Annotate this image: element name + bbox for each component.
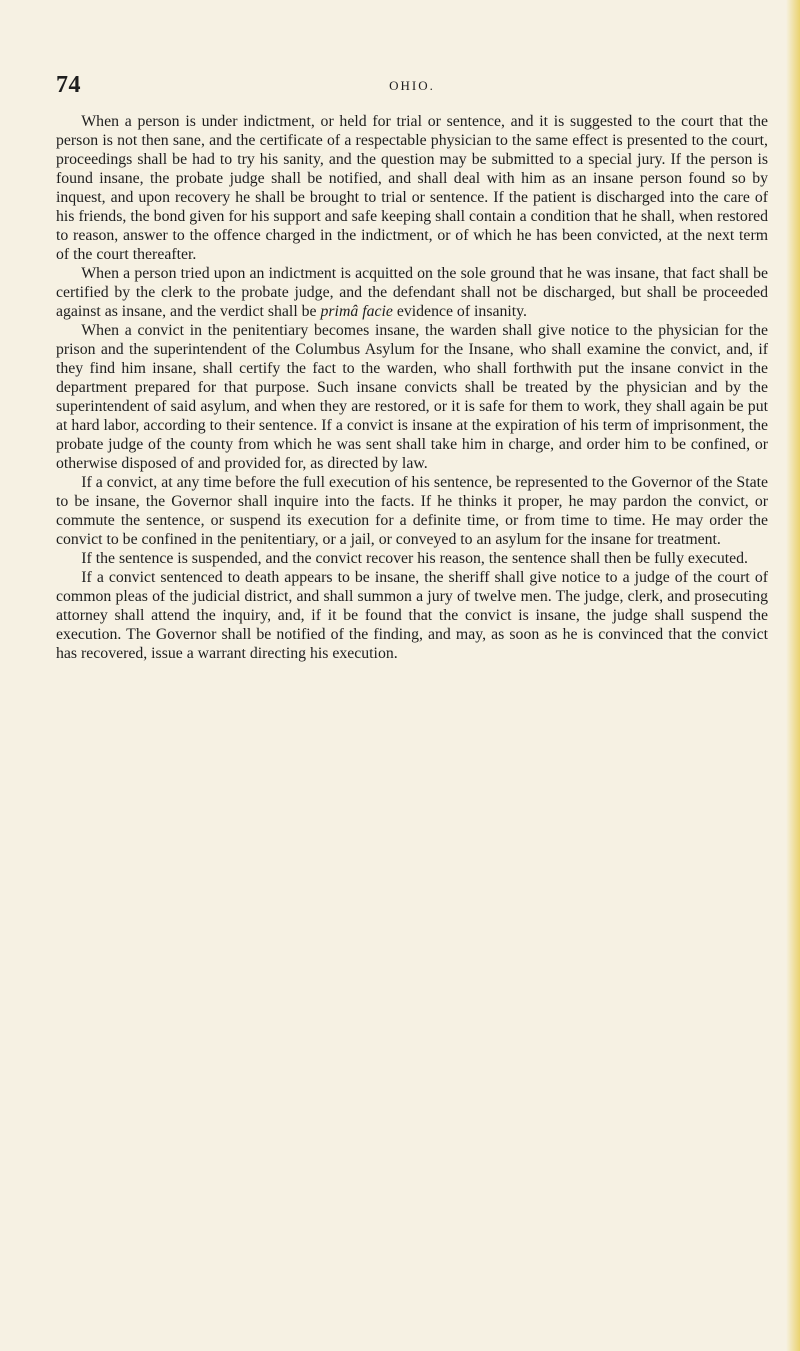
paragraph-governor-inquiry: If a convict, at any time before the full execution of his sentence, be represented to the Governor of the State to be insane, the Governor shall inquire into the facts. If he thinks it proper, he may pardon the convict, or commute the sentence, or suspend its execution for a definite time, or from time to time. He may order the convict to be confined in the penitentiary, or a jail, or conveyed to an asylum for the insane for treatment. [56,474,768,548]
paragraph-acquittal-insanity [56,264,768,321]
paragraph-sentence-suspended: If the sentence is suspended, and the convict recover his reason, the sentence shall then be fully executed. [81,550,748,567]
page-edge [786,0,800,1351]
running-head: OHIO. [389,78,435,93]
body-text [56,112,768,663]
latin-phrase: primâ facie [320,303,393,320]
paragraph-text: evidence of insanity. [392,303,527,320]
paragraph-penitentiary-convict: When a convict in the penitentiary becomes insane, the warden shall give notice to the physician for the prison and the superintendent of the Columbus Asylum for the Insane, who shall examine the convict, and, if they find him insane, shall certify the fact to the warden, who shall forthwith put the insane convict in the department prepared for that purpose. Such insane convicts shall be treated by the physician and by the superintendent of said asylum, and when they are restored, or it is safe for them to work, they shall again be put at hard labor, according to their sentence. If a convict is insane at the expiration of his term of imprisonment, the probate judge of the county from which he was sent shall take him in charge, and order him to be confined, or otherwise disposed of and provided for, as directed by law. [56,322,768,472]
paragraph-indictment-sanity: When a person is under indictment, or held for trial or sentence, and it is suggested to the court that the person is not then sane, and the certificate of a respectable physician to the same effect is presented to the court, proceedings shall be had to try his sanity, and the question may be submitted to a special jury. If the person is found insane, the probate judge shall be notified, and shall deal with him as an insane person found so by inquest, and upon recovery he shall be brought to trial or sentence. If the patient is discharged into the care of his friends, the bond given for his support and safe keeping shall contain a condition that he shall, when restored to reason, answer to the offence charged in the indictment, or of which he has been convicted, at the next term of the court thereafter. [56,113,768,263]
paragraph-text: When a person tried upon an indictment is acquitted on the sole ground that he was insane, that fact shall be certified by the clerk to the probate judge, and the defendant shall not be discharged, but shall be proceeded against as insane, and the verdict shall be [56,265,768,320]
page-header [56,72,768,104]
page-number: 74 [56,72,81,98]
paragraph-death-sentence: If a convict sentenced to death appears to be insane, the sheriff shall give notice to a judge of the court of common pleas of the judicial district, and shall summon a jury of twelve men. The judge, clerk, and prosecuting attorney shall attend the inquiry, and, if it be found that the convict is insane, the judge shall suspend the execution. The Governor shall be notified of the finding, and may, as soon as he is convinced that the convict has recovered, issue a warrant directing his execution. [56,569,768,662]
